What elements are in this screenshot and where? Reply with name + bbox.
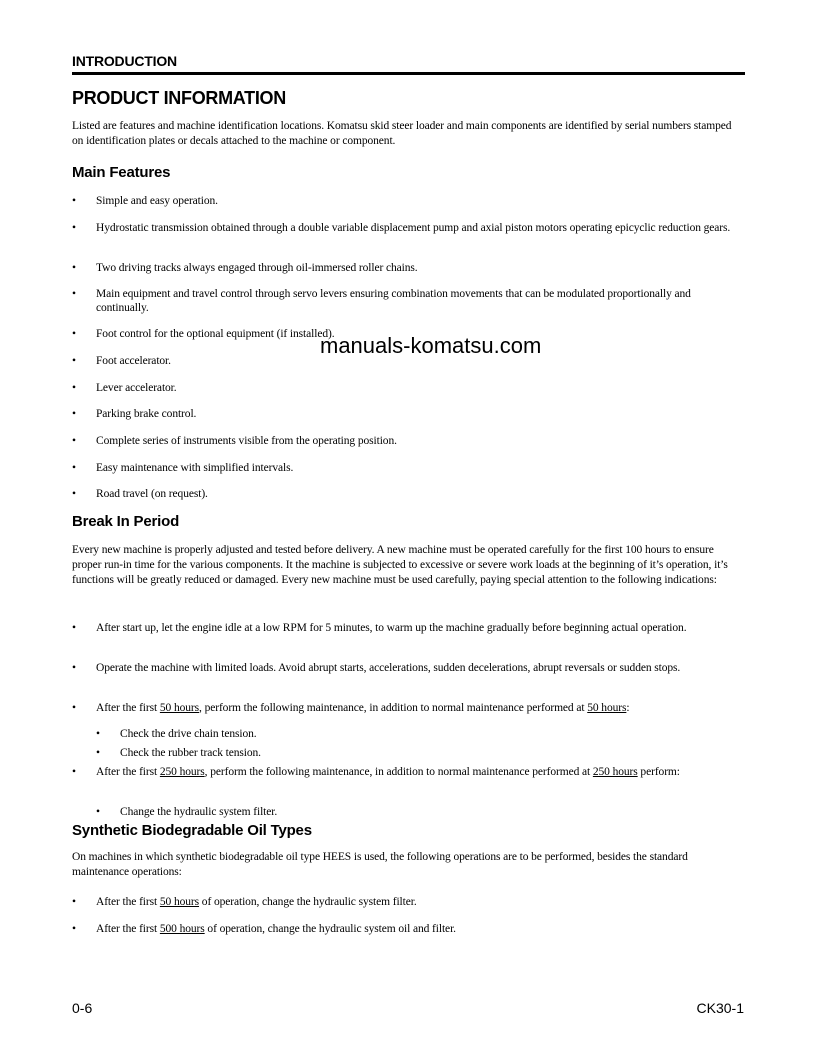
bullet-icon: •: [72, 262, 76, 274]
bullet-icon: •: [72, 408, 76, 420]
bullet-icon: •: [96, 728, 100, 740]
bullet-icon: •: [72, 288, 76, 300]
bullet-icon: •: [72, 488, 76, 500]
bullet-icon: •: [72, 766, 76, 778]
hours-50-link: 50 hours: [587, 702, 627, 714]
intro-paragraph: Listed are features and machine identification locations. Komatsu skid steer loader and main components are identified by serial numbers stamped on identification plates or decals attached to the machine or component.: [72, 120, 732, 147]
bullet-icon: •: [96, 747, 100, 759]
bullet-icon: •: [72, 702, 76, 714]
bullet-icon: •: [72, 622, 76, 634]
break-in-paragraph: Every new machine is properly adjusted and tested before delivery. A new machine must be operated carefully for the first 100 hours to ensure proper run-in time for the various components. It the machine is subjected to excessive or severe work loads at the beginning of it’s operation, it’s functions will be greatly reduced or damaged. Every new machine must be used carefully, paying special attention to the following indications:: [72, 544, 728, 586]
hours-250-link: 250 hours: [159, 766, 205, 778]
bullet-icon: •: [72, 462, 76, 474]
header-rule-divider: [72, 72, 745, 75]
model-number: CK30-1: [696, 1000, 744, 1016]
bullet-icon: •: [72, 896, 76, 908]
bullet-icon: •: [72, 923, 76, 935]
bullet-icon: •: [72, 195, 76, 207]
heading-synthetic-oil: Synthetic Biodegradable Oil Types: [72, 822, 312, 839]
hours-500-link: 500 hours: [159, 923, 205, 935]
hours-250-link: 250 hours: [592, 766, 638, 778]
synthetic-paragraph: On machines in which synthetic biodegradable oil type HEES is used, the following operations are to be performed, besides the standard maintenance operations:: [72, 851, 688, 878]
heading-break-in-period: Break In Period: [72, 513, 180, 530]
bullet-icon: •: [72, 435, 76, 447]
bullet-icon: •: [72, 662, 76, 674]
hours-50-link: 50 hours: [159, 896, 200, 908]
bullet-icon: •: [72, 382, 76, 394]
page-title: PRODUCT INFORMATION: [72, 88, 286, 108]
section-header: INTRODUCTION: [72, 53, 177, 69]
bullet-icon: •: [72, 222, 76, 234]
heading-main-features: Main Features: [72, 164, 171, 181]
bullet-icon: •: [72, 355, 76, 367]
page-number: 0-6: [72, 1000, 93, 1016]
hours-50-link: 50 hours: [159, 702, 200, 714]
watermark: manuals-komatsu.com: [320, 333, 542, 358]
bullet-icon: •: [96, 806, 100, 818]
bullet-icon: •: [72, 328, 76, 340]
